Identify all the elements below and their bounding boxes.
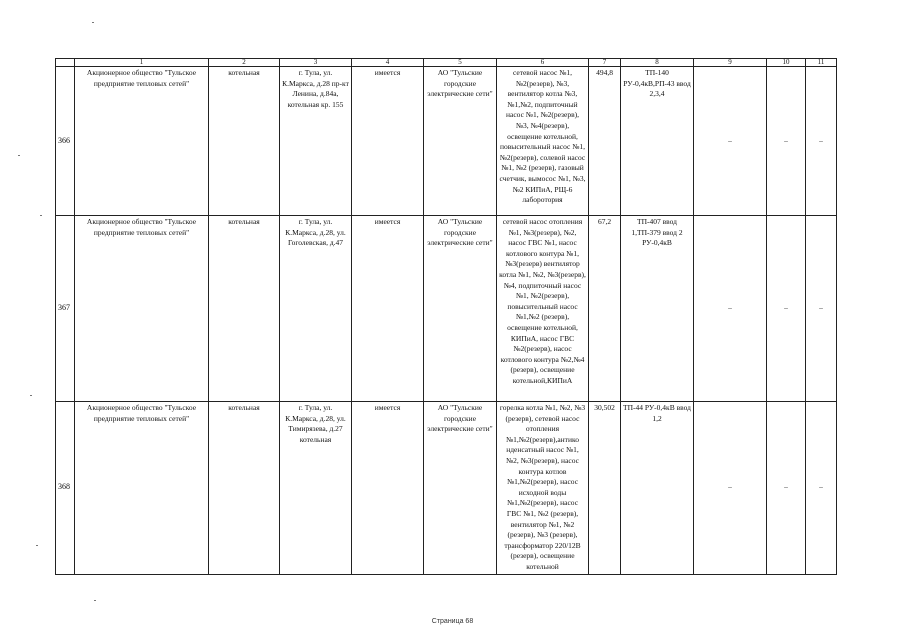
connection-cell: ТП-44 РУ-0,4кВ ввод 1,2 <box>621 402 694 575</box>
table-row <box>56 402 837 575</box>
column-header: 2 <box>209 59 280 67</box>
column-header: 8 <box>621 59 694 67</box>
power-cell: 30,502 <box>589 402 621 575</box>
column-header: 7 <box>589 59 621 67</box>
col9-cell: – <box>694 67 767 216</box>
power-cell: 494,8 <box>589 67 621 216</box>
equipment-table <box>55 58 837 575</box>
connection-cell: ТП-407 ввод 1,ТП-379 ввод 2 РУ-0,4кВ <box>621 216 694 402</box>
supplier-cell: АО "Тульские городские электрические сети" <box>424 402 497 575</box>
col11-cell: – <box>806 216 837 402</box>
owner-cell: Акционерное общество "Тульское предприятие тепловых сетей" <box>75 216 209 402</box>
col11-cell: – <box>806 402 837 575</box>
owner-cell: Акционерное общество "Тульское предприятие тепловых сетей" <box>75 402 209 575</box>
status-cell: имеется <box>352 67 424 216</box>
equipment-cell: сетевой насос №1, №2(резерв), №3, вентилятор котла №3, №1,№2, подпиточный насос №1, №2(резерв), №3, №4(резерв), освещение котельной, повысительный насос №1, №2(резерв), солевой насос №1, №2 (резерв), газовый счетчик, вымосос №1, №3, №2 КИПиА, РЩ-6 лаборотория <box>497 67 589 216</box>
scan-speck <box>18 155 20 156</box>
col9-cell: – <box>694 216 767 402</box>
column-header: 5 <box>424 59 497 67</box>
row-number: 368 <box>56 402 75 575</box>
column-header: 11 <box>806 59 837 67</box>
scan-speck <box>40 215 42 216</box>
column-header: 3 <box>280 59 352 67</box>
power-cell: 67,2 <box>589 216 621 402</box>
status-cell: имеется <box>352 402 424 575</box>
col10-cell: – <box>767 67 806 216</box>
address-cell: г. Тула, ул. К.Маркса, д.28 пр-кт Ленина, д.84а, котельная кр. 155 <box>280 67 352 216</box>
scan-speck <box>36 545 38 546</box>
column-header <box>56 59 75 67</box>
address-cell: г. Тула, ул. К.Маркса, д.28, ул. Тимирязева, д.27 котельная <box>280 402 352 575</box>
column-header: 4 <box>352 59 424 67</box>
col10-cell: – <box>767 402 806 575</box>
row-number: 367 <box>56 216 75 402</box>
table-row <box>56 216 837 402</box>
column-header: 1 <box>75 59 209 67</box>
col10-cell: – <box>767 216 806 402</box>
scan-speck <box>30 395 32 396</box>
supplier-cell: АО "Тульские городские электрические сети" <box>424 67 497 216</box>
column-header: 6 <box>497 59 589 67</box>
object-type-cell: котельная <box>209 67 280 216</box>
row-number: 366 <box>56 67 75 216</box>
address-cell: г. Тула, ул. К.Маркса, д.28, ул. Гоголевская, д.47 <box>280 216 352 402</box>
col11-cell: – <box>806 67 837 216</box>
col9-cell: – <box>694 402 767 575</box>
column-number-row <box>56 59 837 67</box>
equipment-cell: горелка котла №1, №2, №3 (резерв), сетевой насос отопления №1,№2(резерв),антико нденсатный насос №1, №2, №3(резерв), насос контура котлов №1,№2(резерв), насос исходной воды №1,№2(резерв), насос ГВС №1, №2 (резерв), вентилятор №1, №2 (резерв), №3 (резерв), трансформатор 220/12В (резерв), освещение котельной <box>497 402 589 575</box>
table-row <box>56 67 837 216</box>
column-header: 9 <box>694 59 767 67</box>
supplier-cell: АО "Тульские городские электрические сети" <box>424 216 497 402</box>
object-type-cell: котельная <box>209 402 280 575</box>
connection-cell: ТП-140 РУ-0,4кВ,РП-43 ввод 2,3,4 <box>621 67 694 216</box>
equipment-cell: сетевой насос отопления №1, №3(резерв), №2, насос ГВС №1, насос котлового контура №1, №3(резерв) вентилятор котла №1, №2, №3(резерв), №4, подпиточный насос №1, №2(резерв), повысительный насос №1,№2 (резерв), освещение котельной, КИПиА, насос ГВС №2(резерв), насос котлового контура №2,№4 (резерв), освещение котельной,КИПиА <box>497 216 589 402</box>
page-number: Страница 68 <box>431 618 474 625</box>
status-cell: имеется <box>352 216 424 402</box>
owner-cell: Акционерное общество "Тульское предприятие тепловых сетей" <box>75 67 209 216</box>
column-header: 10 <box>767 59 806 67</box>
scan-speck <box>92 22 94 23</box>
object-type-cell: котельная <box>209 216 280 402</box>
scan-speck <box>94 600 96 601</box>
